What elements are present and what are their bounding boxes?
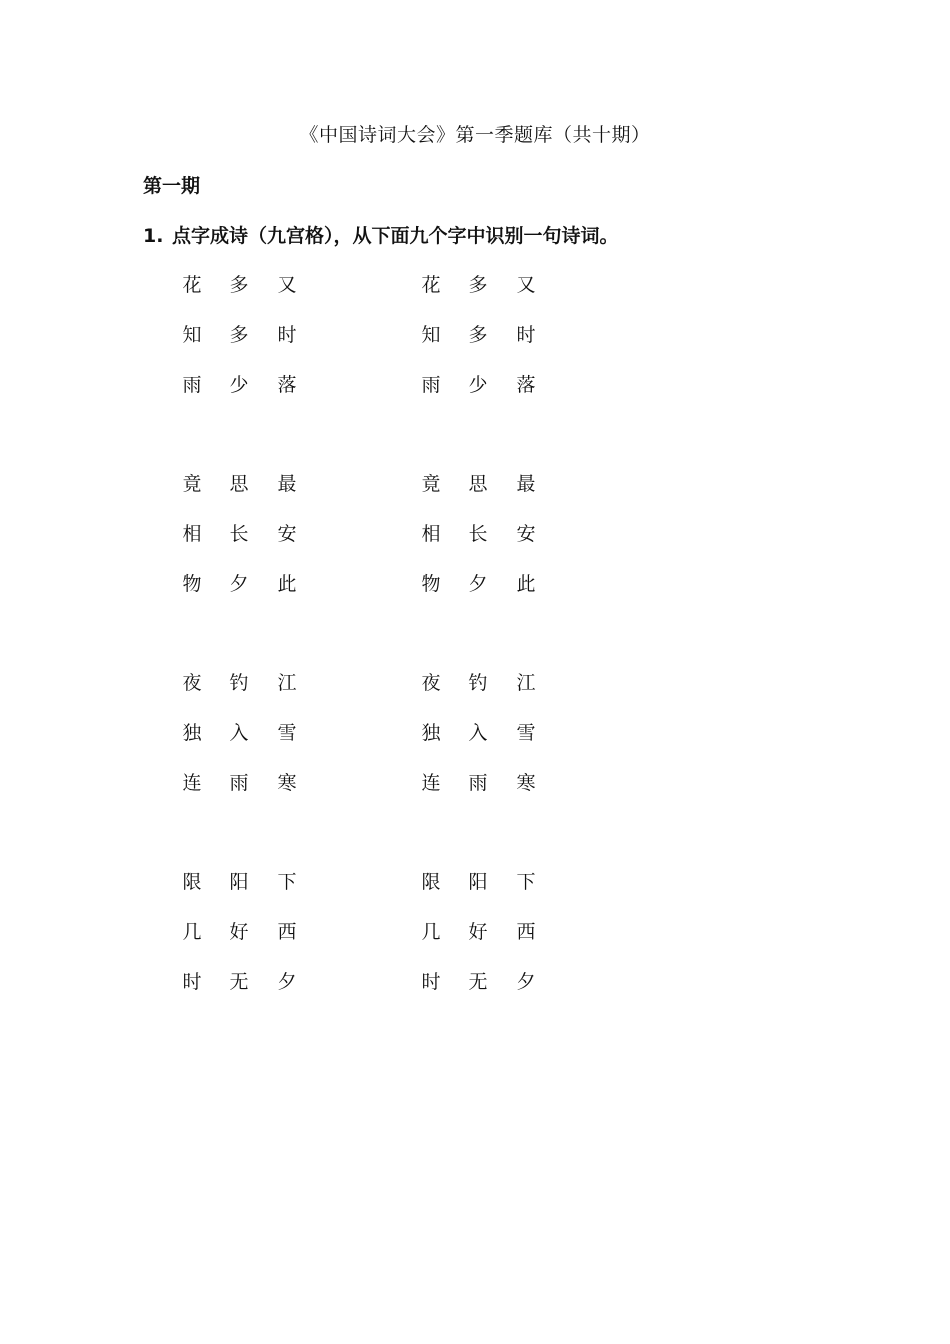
grid-cell: 最 [277,473,297,495]
grid-row [419,969,579,1019]
grid-cell: 下 [277,871,297,893]
grid-row [419,770,579,820]
grid-cell: 寒 [277,771,297,794]
nine-grid-3-left [180,670,340,819]
grid-row [419,322,579,372]
grid-cell: 落 [277,373,297,396]
grid-cell: 时 [516,323,536,346]
grid-cell: 几 [421,920,441,943]
grid-cell: 入 [468,721,488,744]
grid-row [180,720,340,770]
grid-cell: 钓 [468,672,488,694]
grid-row [419,571,579,621]
grid-cell: 下 [516,871,536,893]
grid-cell: 几 [182,920,202,943]
grid-cell: 相 [421,522,441,545]
nine-grid-4-left [180,869,340,1018]
grid-cell: 竟 [421,473,441,495]
grid-cell: 思 [468,473,488,495]
grid-cell: 多 [468,323,488,346]
grid-row [180,869,340,919]
grid-cell: 多 [229,323,249,346]
grid-cell: 安 [516,522,536,545]
nine-grid-2-right [419,471,579,620]
grid-cell: 无 [229,970,249,993]
grid-row [419,471,579,521]
grid-cell: 时 [421,970,441,993]
grid-cell: 此 [516,572,536,595]
grid-cell: 好 [229,920,249,943]
grid-cell: 阳 [468,871,488,893]
grid-row [180,770,340,820]
grid-cell: 限 [182,871,202,893]
grid-row [419,670,579,720]
question-text: 点字成诗（九宫格），从下面九个字中识别一句诗词。 [172,225,619,247]
grid-cell: 江 [277,672,297,694]
grid-cell: 时 [277,323,297,346]
grid-cell: 花 [421,274,441,296]
grid-cell: 限 [421,871,441,893]
grid-row [180,571,340,621]
grid-cell: 夕 [229,572,249,595]
grid-cell: 连 [182,771,202,794]
grid-row [419,720,579,770]
grid-cell: 落 [516,373,536,396]
nine-grid-4-right [419,869,579,1018]
grid-cell: 独 [182,721,202,744]
grid-row [419,272,579,322]
grid-cell: 江 [516,672,536,694]
grid-cell: 思 [229,473,249,495]
grid-row [180,322,340,372]
grid-cell: 相 [182,522,202,545]
grid-cell: 雪 [516,721,536,744]
grid-cell: 阳 [229,871,249,893]
grid-row [419,869,579,919]
grid-cell: 长 [468,522,488,545]
grid-cell: 夜 [421,672,441,694]
grid-cell: 入 [229,721,249,744]
grid-cell: 多 [468,274,488,296]
grid-row [180,919,340,969]
grid-row [180,272,340,322]
grid-cell: 安 [277,522,297,545]
grid-row [419,919,579,969]
grid-cell: 夕 [468,572,488,595]
grid-row [180,372,340,422]
grid-cell: 雨 [421,373,441,396]
grid-cell: 寒 [516,771,536,794]
grid-cell: 雨 [468,771,488,794]
grid-cell: 雪 [277,721,297,744]
document-title: 《中国诗词大会》第一季题库（共十期） [299,124,651,146]
grid-row [180,521,340,571]
grid-row [180,471,340,521]
question-prompt [143,223,619,249]
grid-cell: 夕 [277,970,297,993]
grid-cell: 时 [182,970,202,993]
grid-cell: 竟 [182,473,202,495]
grid-cell: 无 [468,970,488,993]
nine-grid-2-left [180,471,340,620]
grid-row [180,670,340,720]
grid-cell: 西 [277,920,297,943]
grid-cell: 少 [229,373,249,396]
question-number: 1. [143,225,164,247]
grid-cell: 又 [277,274,297,296]
grid-cell: 知 [182,323,202,346]
grid-cell: 此 [277,572,297,595]
grid-cell: 连 [421,771,441,794]
grid-cell: 夕 [516,970,536,993]
grid-cell: 最 [516,473,536,495]
grid-cell: 钓 [229,672,249,694]
nine-grid-3-right [419,670,579,819]
grid-row [419,372,579,422]
grid-cell: 好 [468,920,488,943]
grid-cell: 知 [421,323,441,346]
grid-cell: 长 [229,522,249,545]
grid-cell: 夜 [182,672,202,694]
grid-row [419,521,579,571]
grid-cell: 雨 [229,771,249,794]
grid-cell: 独 [421,721,441,744]
grid-cell: 少 [468,373,488,396]
grid-cell: 又 [516,274,536,296]
grid-cell: 西 [516,920,536,943]
grid-cell: 物 [421,572,441,595]
grid-cell: 多 [229,274,249,296]
nine-grid-1-right [419,272,579,421]
grid-cell: 物 [182,572,202,595]
nine-grid-1-left [180,272,340,421]
grid-cell: 雨 [182,373,202,396]
section-heading: 第一期 [143,175,201,197]
grid-cell: 花 [182,274,202,296]
grid-row [180,969,340,1019]
